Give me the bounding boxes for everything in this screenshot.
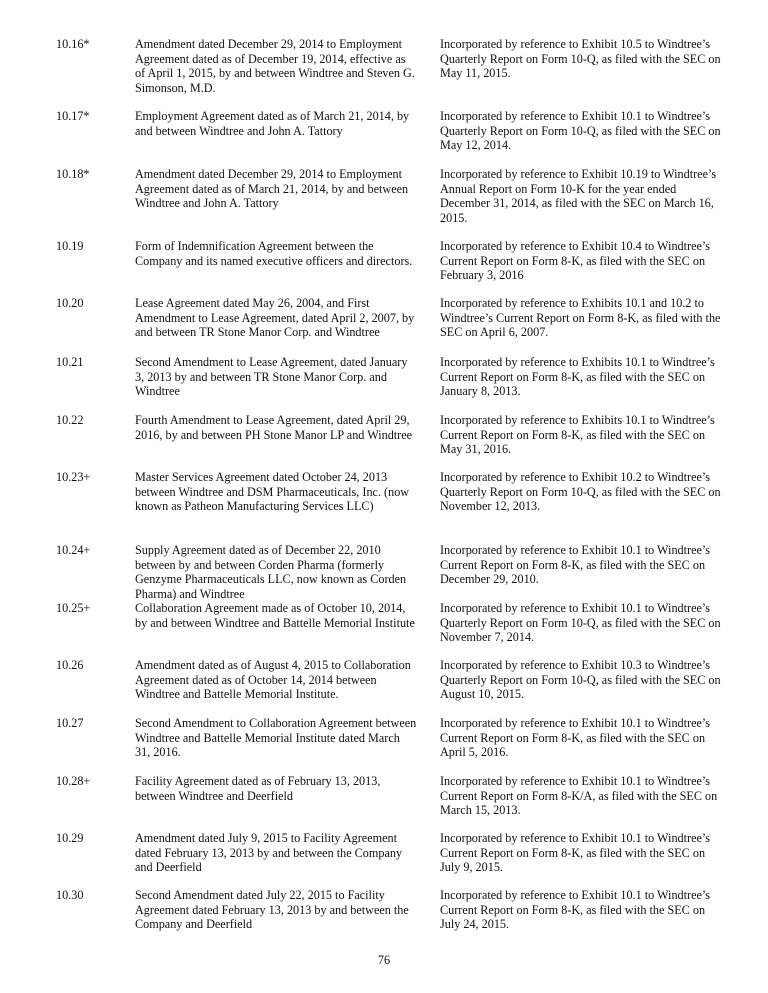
exhibit-reference-line: Current Report on Form 8-K, as filed with the SEC on [440, 369, 706, 384]
exhibit-description-line: Windtree and Battelle Memorial Institute. [135, 687, 339, 702]
exhibit-description [135, 167, 431, 211]
exhibit-reference [440, 888, 738, 932]
exhibit-description-line: Windtree and Battelle Memorial Institute dated March [135, 730, 400, 745]
exhibit-number: 10.24+ [56, 543, 91, 557]
exhibit-number: 10.18* [56, 167, 90, 181]
exhibit-reference-line: Quarterly Report on Form 10-Q, as filed with the SEC on [440, 672, 721, 687]
exhibit-reference-line: Incorporated by reference to Exhibit 10.5 to Windtree’s [440, 37, 711, 51]
exhibit-description [135, 831, 431, 875]
exhibit-reference-line: Quarterly Report on Form 10-Q, as filed with the SEC on [440, 123, 721, 138]
exhibit-description-line: and between TR Stone Manor Corp. and Windtree [135, 325, 380, 340]
exhibit-description-line: Agreement dated February 13, 2013 by and between the [135, 902, 409, 917]
exhibit-number: 10.23+ [56, 470, 91, 484]
exhibit-reference-line: January 8, 2013. [440, 384, 521, 399]
exhibit-number: 10.16* [56, 37, 90, 51]
exhibit-reference-line: Incorporated by reference to Exhibit 10.1 to Windtree’s [440, 716, 711, 730]
exhibit-reference-line: November 7, 2014. [440, 630, 535, 645]
exhibit-reference-line: Incorporated by reference to Exhibit 10.19 to Windtree’s [440, 167, 717, 181]
exhibit-reference-line: 2015. [440, 210, 468, 225]
exhibit-description [135, 716, 431, 760]
exhibit-reference [440, 37, 738, 81]
exhibit-reference-line: Incorporated by reference to Exhibit 10.1 to Windtree’s [440, 109, 711, 123]
exhibit-number: 10.30 [56, 888, 84, 902]
exhibit-number: 10.22 [56, 413, 84, 427]
exhibit-description-line: Pharma) and Windtree [135, 586, 245, 601]
exhibit-reference-line: Incorporated by reference to Exhibits 10.1 to Windtree’s [440, 413, 715, 427]
exhibit-description [135, 543, 431, 601]
exhibit-description [135, 888, 431, 932]
exhibit-description-line: by and between Windtree and Battelle Memorial Institute [135, 615, 415, 630]
exhibit-reference-line: Windtree’s Current Report on Form 8-K, as filed with the [440, 310, 721, 325]
exhibit-description-line: Windtree and John A. Tattory [135, 196, 279, 211]
exhibit-reference-line: April 5, 2016. [440, 745, 509, 760]
exhibit-description-line: Collaboration Agreement made as of October 10, 2014, [135, 601, 406, 615]
exhibit-description-line: Company and its named executive officers and directors. [135, 253, 413, 268]
exhibit-number: 10.28+ [56, 774, 91, 788]
exhibit-reference [440, 413, 738, 457]
exhibit-reference [440, 543, 738, 587]
exhibit-number: 10.17* [56, 109, 90, 123]
exhibit-number: 10.20 [56, 296, 84, 310]
exhibit-reference-line: December 31, 2014, as filed with the SEC on March 16, [440, 196, 714, 211]
exhibit-reference-line: Incorporated by reference to Exhibits 10.1 to Windtree’s [440, 355, 715, 369]
exhibit-reference-line: November 12, 2013. [440, 499, 541, 514]
exhibit-reference-line: Current Report on Form 8-K, as filed with the SEC on [440, 557, 706, 572]
exhibit-reference-line: Incorporated by reference to Exhibit 10.1 to Windtree’s [440, 774, 711, 788]
exhibit-reference [440, 658, 738, 702]
exhibit-description [135, 355, 431, 399]
exhibit-description-line: between Windtree and DSM Pharmaceuticals, Inc. (now [135, 484, 410, 499]
exhibit-reference-line: Current Report on Form 8-K, as filed with the SEC on [440, 253, 706, 268]
exhibit-description-line: Employment Agreement dated as of March 21, 2014, by [135, 109, 410, 123]
exhibit-description-line: Facility Agreement dated as of February 13, 2013, [135, 774, 381, 788]
exhibit-description [135, 601, 431, 630]
exhibit-description-line: Amendment dated December 29, 2014 to Employment [135, 167, 403, 181]
exhibit-description-line: Master Services Agreement dated October 24, 2013 [135, 470, 388, 484]
exhibit-description-line: Second Amendment dated July 22, 2015 to Facility [135, 888, 385, 902]
exhibit-description-line: and between Windtree and John A. Tattory [135, 123, 343, 138]
exhibit-reference-line: March 15, 2013. [440, 803, 521, 818]
page-number: 76 [377, 953, 391, 967]
exhibit-reference-line: Quarterly Report on Form 10-Q, as filed with the SEC on [440, 51, 721, 66]
exhibit-description-line: dated February 13, 2013 by and between the Company [135, 845, 403, 860]
exhibit-reference-line: Current Report on Form 8-K, as filed with the SEC on [440, 845, 706, 860]
exhibit-reference-line: Incorporated by reference to Exhibit 10.1 to Windtree’s [440, 888, 711, 902]
exhibit-reference-line: July 24, 2015. [440, 917, 510, 932]
exhibit-reference [440, 167, 738, 225]
exhibit-reference-line: Current Report on Form 8-K, as filed with the SEC on [440, 902, 706, 917]
exhibit-reference [440, 831, 738, 875]
exhibit-reference [440, 239, 738, 283]
exhibit-reference-line: Incorporated by reference to Exhibit 10.1 to Windtree’s [440, 601, 711, 615]
exhibit-reference-line: July 9, 2015. [440, 860, 503, 875]
exhibit-description-line: Lease Agreement dated May 26, 2004, and First [135, 296, 370, 310]
exhibit-description [135, 413, 431, 442]
exhibit-description-line: Windtree [135, 384, 180, 399]
exhibit-reference-line: May 11, 2015. [440, 66, 511, 81]
exhibit-number: 10.29 [56, 831, 84, 845]
exhibit-description-line: Amendment to Lease Agreement, dated April 2, 2007, by [135, 310, 415, 325]
exhibit-description-line: Agreement dated as of March 21, 2014, by and between [135, 181, 409, 196]
exhibit-reference [440, 355, 738, 399]
exhibit-description-line: Supply Agreement dated as of December 22, 2010 [135, 543, 381, 557]
exhibit-reference-line: SEC on April 6, 2007. [440, 325, 549, 340]
exhibit-description [135, 296, 431, 340]
exhibit-description-line: between Windtree and Deerfield [135, 788, 293, 803]
exhibit-description-line: 31, 2016. [135, 745, 181, 760]
exhibit-number: 10.21 [56, 355, 84, 369]
exhibit-reference-line: Incorporated by reference to Exhibit 10.2 to Windtree’s [440, 470, 711, 484]
exhibit-number: 10.19 [56, 239, 84, 253]
exhibit-description-line: Company and Deerfield [135, 917, 253, 932]
exhibit-number: 10.27 [56, 716, 84, 730]
exhibit-reference-line: Quarterly Report on Form 10-Q, as filed with the SEC on [440, 615, 721, 630]
exhibit-description [135, 774, 431, 803]
exhibit-description-line: and Deerfield [135, 860, 202, 875]
exhibit-reference [440, 109, 738, 153]
exhibit-reference-line: August 10, 2015. [440, 687, 524, 702]
exhibit-reference-line: December 29, 2010. [440, 572, 539, 587]
exhibit-description [135, 658, 431, 702]
exhibit-description-line: Fourth Amendment to Lease Agreement, dated April 29, [135, 413, 410, 427]
exhibit-description [135, 109, 431, 138]
exhibit-reference-line: Incorporated by reference to Exhibit 10.1 to Windtree’s [440, 543, 711, 557]
exhibit-description-line: Amendment dated December 29, 2014 to Employment [135, 37, 403, 51]
exhibit-reference-line: Annual Report on Form 10-K for the year ended [440, 181, 677, 196]
exhibit-description-line: 2016, by and between PH Stone Manor LP and Windtree [135, 427, 413, 442]
exhibit-description-line: Agreement dated as of December 19, 2014, effective as [135, 51, 406, 66]
exhibit-description [135, 239, 431, 268]
exhibit-reference-line: May 31, 2016. [440, 442, 512, 457]
exhibit-description-line: of April 1, 2015, by and between Windtree and Steven G. [135, 66, 415, 81]
exhibit-reference-line: Incorporated by reference to Exhibit 10.1 to Windtree’s [440, 831, 711, 845]
exhibit-description-line: Agreement dated as of October 14, 2014 between [135, 672, 377, 687]
exhibit-description-line: between by and between Corden Pharma (formerly [135, 557, 385, 572]
exhibit-reference-line: Current Report on Form 8-K, as filed with the SEC on [440, 730, 706, 745]
exhibit-description [135, 37, 431, 95]
exhibit-description-line: Amendment dated July 9, 2015 to Facility Agreement [135, 831, 397, 845]
exhibit-description-line: Second Amendment to Lease Agreement, dated January [135, 355, 408, 369]
exhibit-description [135, 470, 431, 514]
exhibit-reference-line: Incorporated by reference to Exhibits 10.1 and 10.2 to [440, 296, 704, 310]
exhibit-reference [440, 774, 738, 818]
exhibit-reference-line: Incorporated by reference to Exhibit 10.4 to Windtree’s [440, 239, 711, 253]
exhibit-number: 10.26 [56, 658, 84, 672]
exhibit-description-line: Amendment dated as of August 4, 2015 to Collaboration [135, 658, 411, 672]
exhibit-description-line: known as Patheon Manufacturing Services LLC) [135, 499, 374, 514]
exhibit-reference [440, 716, 738, 760]
exhibit-reference-line: Incorporated by reference to Exhibit 10.3 to Windtree’s [440, 658, 711, 672]
exhibit-description-line: Second Amendment to Collaboration Agreement between [135, 716, 417, 730]
exhibit-reference [440, 470, 738, 514]
exhibit-reference [440, 601, 738, 645]
exhibit-description-line: 3, 2013 by and between TR Stone Manor Corp. and [135, 369, 387, 384]
exhibit-description-line: Genzyme Pharmaceuticals LLC, now known as Corden [135, 572, 407, 587]
exhibit-reference-line: Current Report on Form 8-K/A, as filed with the SEC on [440, 788, 718, 803]
exhibit-reference [440, 296, 738, 340]
exhibit-reference-line: Quarterly Report on Form 10-Q, as filed with the SEC on [440, 484, 721, 499]
exhibit-description-line: Simonson, M.D. [135, 80, 216, 95]
exhibit-reference-line: Current Report on Form 8-K, as filed with the SEC on [440, 427, 706, 442]
exhibit-reference-line: May 12, 2014. [440, 138, 512, 153]
exhibit-reference-line: February 3, 2016 [440, 268, 524, 283]
exhibit-number: 10.25+ [56, 601, 91, 615]
exhibit-description-line: Form of Indemnification Agreement between the [135, 239, 374, 253]
